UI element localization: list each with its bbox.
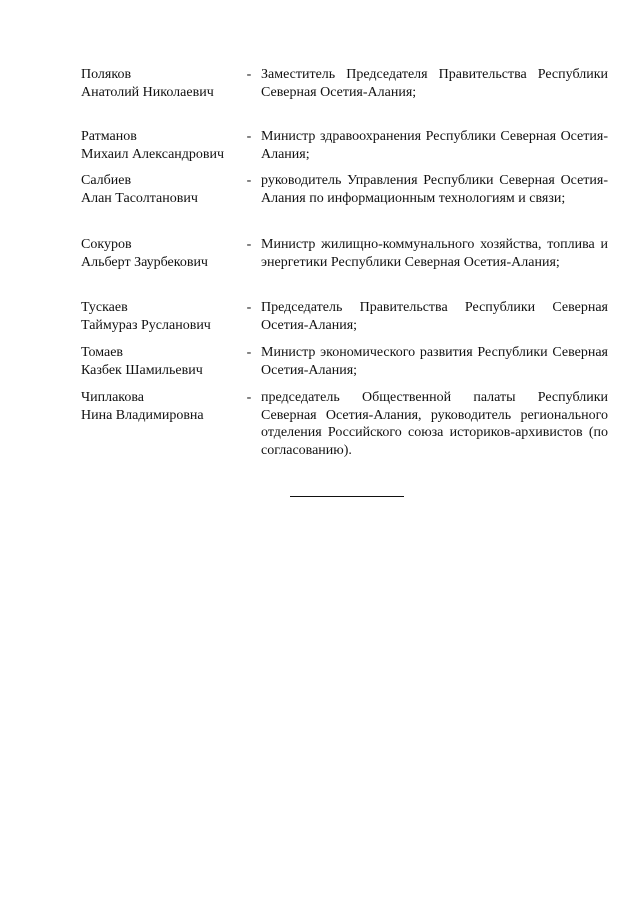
member-role: руководитель Управления Республики Северная Осетия-Алания по информационным технологиям и связи; [261,173,608,206]
member-role: Министр экономического развития Республики Северная Осетия-Алания; [261,345,608,378]
member-name [81,66,241,101]
member-surname: Тускаев [81,300,128,315]
member-surname: Чиплакова [81,390,145,405]
separator-dash: - [246,237,252,252]
member-role: Заместитель Председателя Правительства Республики Северная Осетия-Алания; [261,67,608,100]
member-given-name: Альберт Заурбекович [81,254,208,270]
separator-dash: - [246,173,252,188]
member-name [81,299,241,334]
member-given-name: Нина Владимировна [81,407,204,423]
member-given-name: Алан Тасолтанович [81,190,198,206]
member-given-name: Таймураз Русланович [81,317,211,333]
separator-dash: - [246,390,252,405]
member-role: председатель Общественной палаты Республики Северная Осетия-Алания, руководитель регионального отделения Российского союза историков-архивистов (по согласованию). [261,390,608,458]
member-name [81,236,241,271]
separator-dash: - [246,67,252,82]
member-role: Министр здравоохранения Республики Северная Осетия-Алания; [261,129,608,162]
member-surname: Томаев [81,345,124,360]
member-given-name: Михаил Александрович [81,146,225,162]
member-surname: Ратманов [81,129,137,144]
member-surname: Поляков [81,67,132,82]
separator-dash: - [246,300,252,315]
member-role: Председатель Правительства Республики Северная Осетия-Алания; [261,300,608,333]
member-name [81,344,241,379]
member-name [81,128,241,163]
separator-dash: - [246,129,252,144]
member-name [81,389,241,424]
member-given-name: Казбек Шамильевич [81,362,203,378]
member-surname: Сокуров [81,237,132,252]
separator-dash: - [246,345,252,360]
member-surname: Салбиев [81,173,132,188]
member-role: Министр жилищно-коммунального хозяйства, топлива и энергетики Республики Северная Осетия-Алания; [261,237,608,270]
closing-rule [290,496,404,497]
member-given-name: Анатолий Николаевич [81,84,214,100]
member-name [81,172,241,207]
